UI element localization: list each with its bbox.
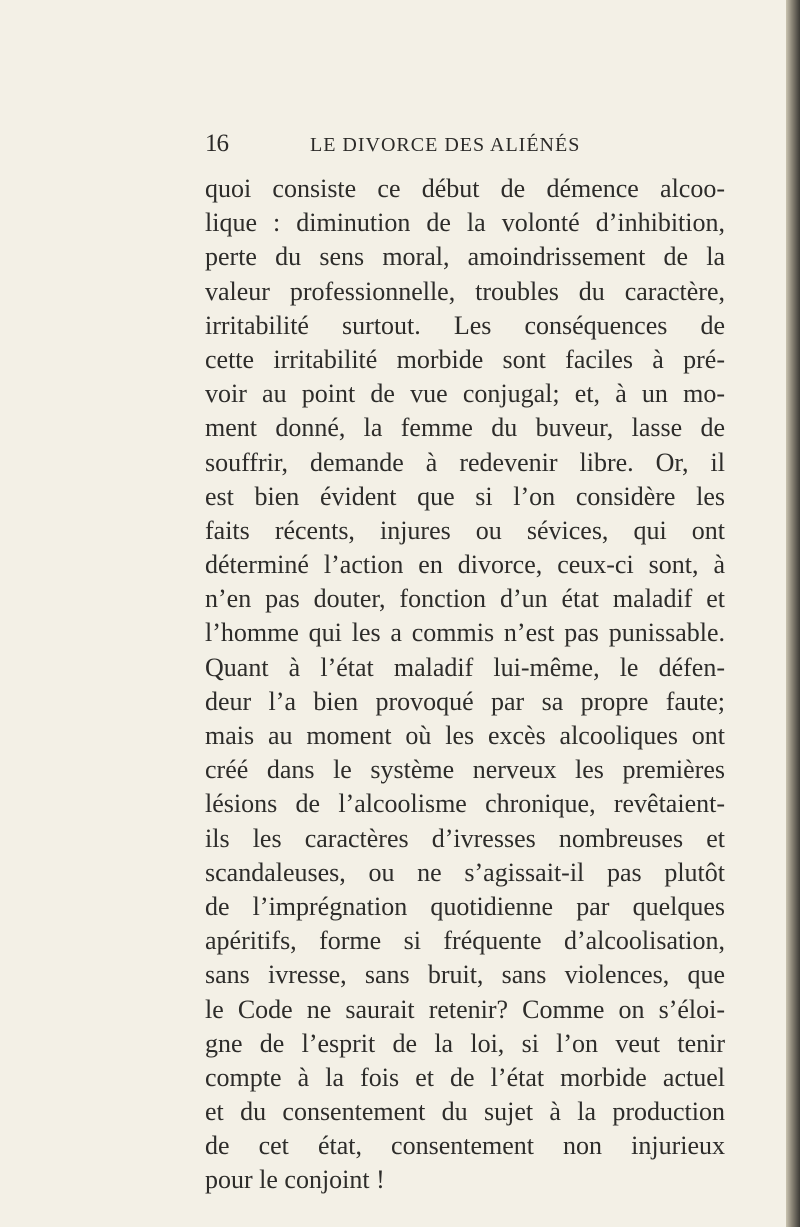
text-line: ment donné, la femme du buveur, lasse de: [205, 413, 725, 443]
text-line: deur l’a bien provoqué par sa propre faute;: [205, 686, 725, 716]
running-title: LE DIVORCE DES ALIÉNÉS: [310, 134, 581, 156]
page-header: [205, 130, 710, 164]
text-line: créé dans le système nerveux les premières: [205, 755, 725, 785]
page-edge: [786, 0, 800, 1227]
text-line: le Code ne saurait retenir? Comme on s’éloi-: [205, 994, 725, 1024]
text-line: de cet état, consentement non injurieux: [205, 1131, 725, 1161]
text-line: perte du sens moral, amoindrissement de la: [205, 242, 725, 272]
text-line: compte à la fois et de l’état morbide actuel: [205, 1062, 725, 1092]
body-text: [205, 172, 725, 1198]
text-line: lésions de l’alcoolisme chronique, revêtaient-: [205, 789, 725, 819]
text-line: n’en pas douter, fonction d’un état maladif et: [205, 584, 725, 614]
text-line: mais au moment où les excès alcooliques ont: [205, 721, 725, 750]
text-line: scandaleuses, ou ne s’agissait-il pas plutôt: [205, 857, 725, 887]
text-line: gne de l’esprit de la loi, si l’on veut tenir: [205, 1028, 725, 1058]
text-line: l’homme qui les a commis n’est pas punissable.: [205, 618, 725, 648]
text-line: voir au point de vue conjugal; et, à un mo-: [205, 379, 725, 409]
text-line: ils les caractères d’ivresses nombreuses et: [205, 823, 725, 853]
page-number: 16: [205, 130, 228, 157]
text-line: quoi consiste ce début de démence alcoo-: [205, 174, 725, 203]
text-line: et du consentement du sujet à la production: [205, 1097, 725, 1127]
text-line: Quant à l’état maladif lui-même, le défen-: [205, 652, 725, 682]
text-line: déterminé l’action en divorce, ceux-ci sont, à: [205, 550, 725, 580]
text-line: sans ivresse, sans bruit, sans violences, que: [205, 960, 725, 990]
text-line: pour le conjoint !: [205, 1165, 385, 1195]
text-line: apéritifs, forme si fréquente d’alcoolisation,: [205, 926, 725, 956]
text-line: irritabilité surtout. Les conséquences de: [205, 310, 725, 340]
text-line: lique : diminution de la volonté d’inhibition,: [205, 208, 725, 238]
text-line: cette irritabilité morbide sont faciles à pré-: [205, 344, 725, 374]
text-line: valeur professionnelle, troubles du caractère,: [205, 276, 725, 306]
text-line: est bien évident que si l’on considère les: [205, 481, 725, 511]
text-line: faits récents, injures ou sévices, qui ont: [205, 515, 725, 545]
text-line: de l’imprégnation quotidienne par quelques: [205, 891, 725, 921]
text-line: souffrir, demande à redevenir libre. Or, il: [205, 447, 725, 477]
